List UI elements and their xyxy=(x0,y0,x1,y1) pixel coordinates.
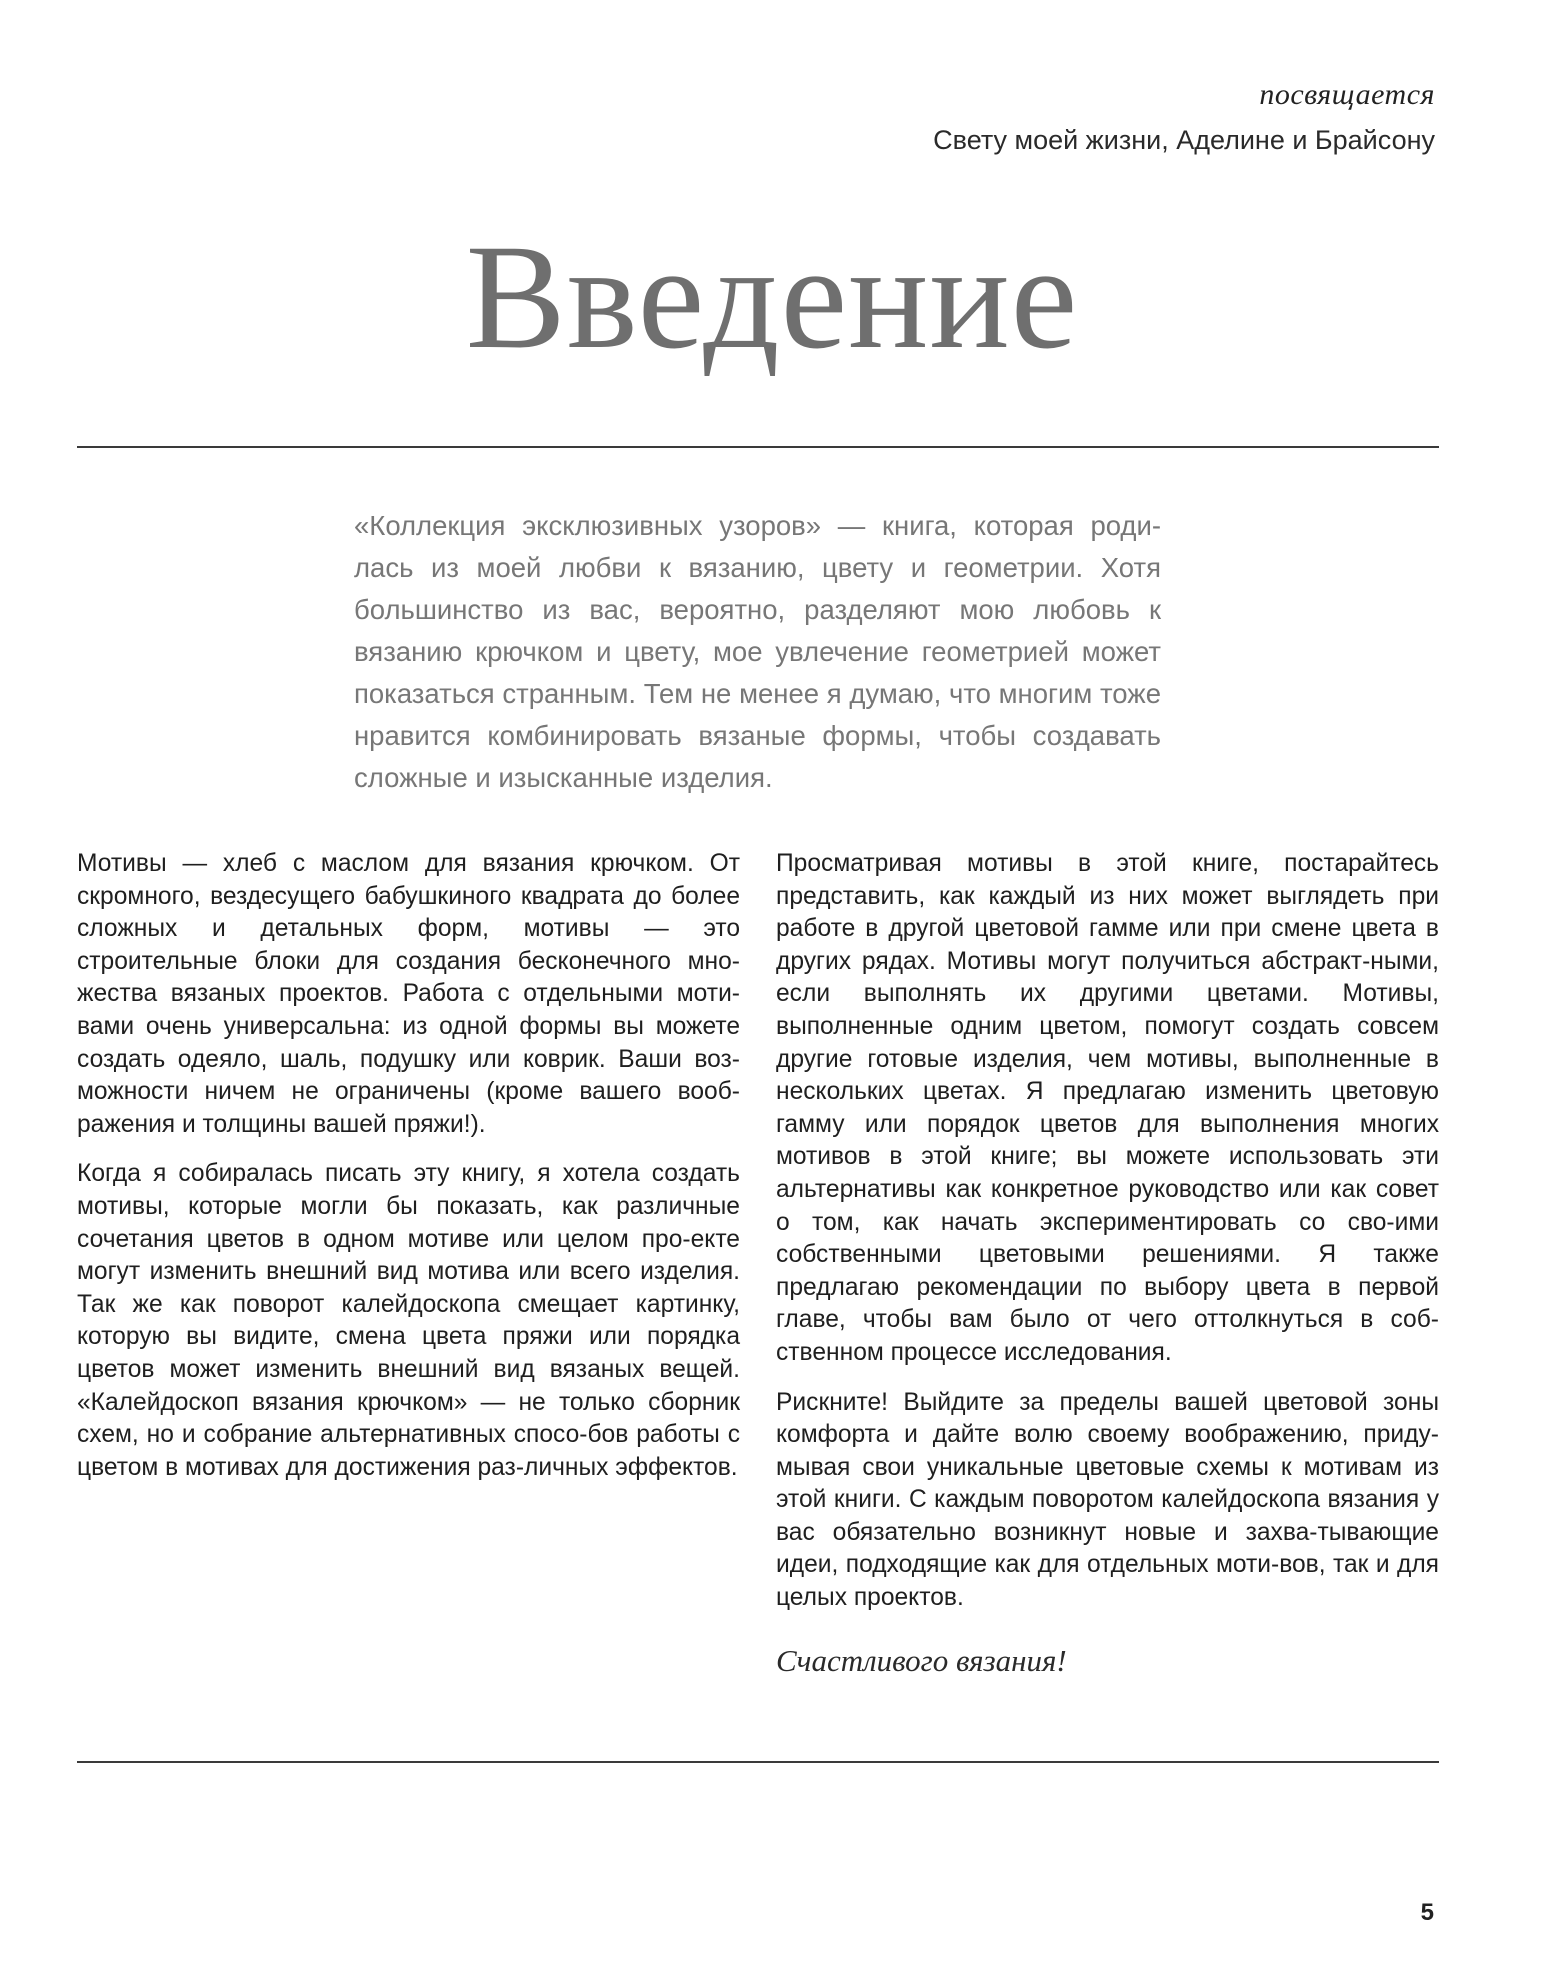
right-column xyxy=(776,848,1439,1679)
dedication-label: посвящается xyxy=(1259,78,1435,111)
bottom-divider xyxy=(77,1761,1439,1763)
top-divider xyxy=(77,446,1439,448)
left-column xyxy=(77,848,740,1501)
intro-paragraph: «Коллекция эксклюзивных узоров» — книга, которая роди-лась из моей любви к вязанию, цвету и геометрии. Хотя большинство из вас, вероятно, разделяют мою любовь к вязанию крючком и цвету, мое увлечение геометрией может показаться странным. Тем не менее я думаю, что многим тоже нравится комбинировать вязаные формы, чтобы создавать сложные и изысканные изделия. xyxy=(354,510,1161,793)
left-paragraph-2: Когда я собиралась писать эту книгу, я хотела создать мотивы, которые могли бы показать, как различные сочетания цветов в одном мотиве или целом про-екте могут изменить внешний вид мотива или всего изделия. Так же как поворот калейдоскопа смещает картинку, которую вы видите, смена цвета пряжи или порядка цветов может изменить внешний вид вязаных вещей. «Калейдоскоп вязания крючком» — не только сборник схем, но и собрание альтернативных спосо-бов работы с цветом в мотивах для достижения раз-личных эффектов. xyxy=(77,1160,740,1481)
page-title: Введение xyxy=(465,214,1079,380)
signoff: Счастливого вязания! xyxy=(776,1642,1067,1678)
page-number: 5 xyxy=(1420,1899,1434,1926)
left-paragraph-1: Мотивы — хлеб с маслом для вязания крючком. От скромного, вездесущего бабушкиного квадрата до более сложных и детальных форм, мотивы — это строительные блоки для создания бесконечного мно-жества вязаных проектов. Работа с отдельными моти-вами очень универсальна: из одной формы вы можете создать одеяло, шаль, подушку или коврик. Ваши воз-можности ничем не ограничены (кроме вашего вооб-ражения и толщины вашей пряжи!). xyxy=(77,850,740,1138)
dedication-text: Свету моей жизни, Аделине и Брайсону xyxy=(933,125,1435,155)
right-paragraph-1: Просматривая мотивы в этой книге, постарайтесь представить, как каждый из них может выглядеть при работе в другой цветовой гамме или при смене цвета в других рядах. Мотивы могут получиться абстракт-ными, если выполнять их другими цветами. Мотивы, выполненные одним цветом, помогут создать совсем другие готовые изделия, чем мотивы, выполненные в нескольких цветах. Я предлагаю изменить цветовую гамму или порядок цветов для выполнения многих мотивов в этой книге; вы можете использовать эти альтернативы как конкретное руководство или как совет о том, как начать экспериментировать со сво-ими собственными цветовыми решениями. Я также предлагаю рекомендации по выбору цвета в первой главе, чтобы вам было от чего оттолкнуться в соб-ственном процессе исследования. xyxy=(776,850,1439,1366)
right-paragraph-2: Рискните! Выйдите за пределы вашей цветовой зоны комфорта и дайте волю своему воображению, приду-мывая свои уникальные цветовые схемы к мотивам из этой книги. С каждым поворотом калейдоскопа вязания у вас обязательно возникнут новые и захва-тывающие идеи, подходящие как для отдельных моти-вов, так и для целых проектов. xyxy=(776,1388,1439,1612)
